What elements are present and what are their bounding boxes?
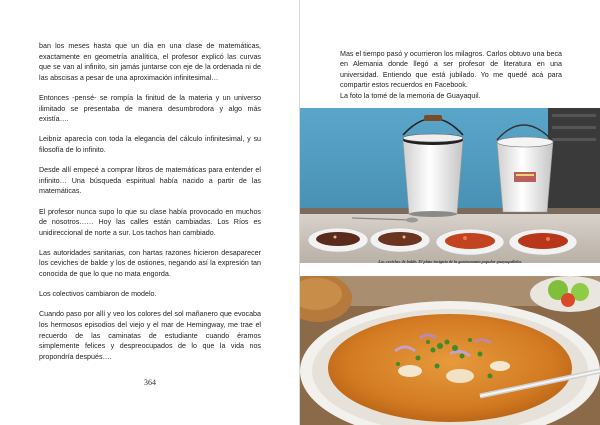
paragraph: Desde allí empecé a comprar libros de matemáticas para entender el infinito… Una búsqueda espiritual había nacido a partir de las matemáticas. <box>39 166 261 196</box>
page-number: 364 <box>144 378 156 387</box>
paragraph: ban los meses hasta que un día en una clase de matemáticas, exactamente en geometría analítica, el profesor explicó las curvas que se van al infinito, sin jamás juntarse con eje de la ordenada ni de las abscisas a pesar de una aproximación infinitesimal… <box>39 42 261 82</box>
ceviche-buckets-illustration <box>300 108 600 263</box>
paragraph: Entonces -pensé- se rompía la finitud de la materia y un universo ilimitado se presentaba de manera desumbrodora y algo más existía…. <box>39 93 261 124</box>
photo-caption: Los ceviches de balde. El plato insignia de la gastronomía popular guayaquileña. <box>378 259 522 264</box>
paragraph: Las autoridades sanitarias, con hartas razones hicieron desaparecer los ceviches de balde y los de ostiones, negando así la expresión tan conocida de que lo que no mata engorda. <box>39 248 261 279</box>
soup-bowl-illustration <box>300 276 600 425</box>
right-page <box>300 0 600 425</box>
paragraph: Cuando paso por allí y veo los colores del sol mañanero que evocaba los hermosos episodios del viejo y el mar de Hemingway, me trae el recuerdo de las caminatas de estudiante cuando éramos simplemente felices y despreocupados de lo que la vida nos propondría después…. <box>39 310 261 361</box>
ceviche-buckets-photo <box>300 108 600 263</box>
paragraph: Leibniz aparecía con toda la elegancia del cálculo infinitesimal, y su filosofía de lo infinito. <box>39 135 261 154</box>
paragraph: El profesor nunca supo lo que su clase había provocado en muchos de nosotros…… Hoy las calles están cambiadas. Los Ríos es unidireccional de norte a sur. Los tachos han cambiado. <box>39 207 261 237</box>
paragraph: Mas el tiempo pasó y ocurrieron los milagros. Carlos obtuvo una beca en Alemania donde llegó a ser profesor de literatura en una universidad. Entiendo que está jubilado. Yo me quedé acá para compartir estos recuerdos en Facebook. <box>340 50 562 90</box>
paragraph: Los colectivos cambiaron de modelo. <box>39 290 157 299</box>
left-page-body <box>39 41 261 372</box>
right-page-body <box>340 49 562 101</box>
soup-bowl-photo <box>300 276 600 425</box>
paragraph: La foto la tomé de la memoria de Guayaquil. <box>340 91 481 100</box>
